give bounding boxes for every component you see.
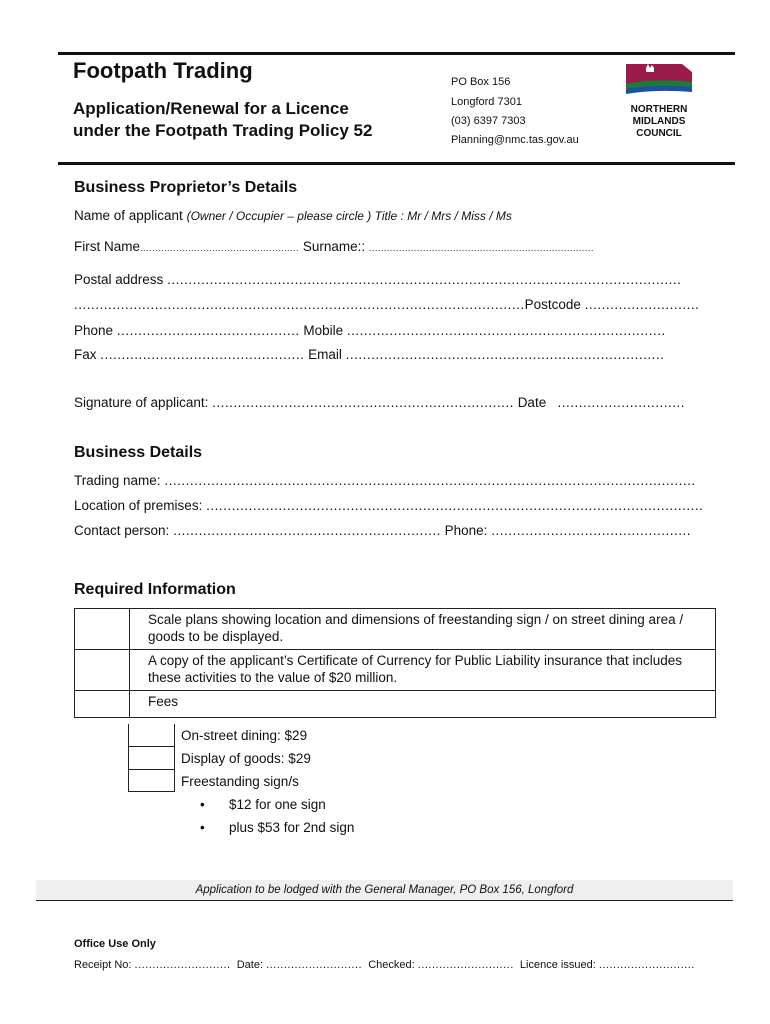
contact-email[interactable]: Planning@nmc.tas.gov.au [451, 134, 579, 146]
postcode-row[interactable]: ..........................................................................................................Postcode ........................... [74, 297, 700, 312]
on-street-dining-checkbox[interactable] [128, 724, 174, 746]
bullet-icon: • [200, 820, 205, 835]
subtitle-line-1: Application/Renewal for a Licence [73, 99, 349, 118]
required-table [74, 608, 716, 718]
name-row[interactable]: First Name..................................................... Surname:: ........................................................................... [74, 239, 594, 254]
phone-mobile-row[interactable]: Phone ........................................... Mobile ........................................................................... [74, 323, 666, 338]
table-row [75, 691, 716, 718]
table-row [75, 650, 716, 691]
header-bottom-rule [58, 162, 735, 165]
signature-row[interactable]: Signature of applicant: ....................................................................... Date .............................. [74, 395, 686, 410]
required-item: Fees [130, 691, 716, 718]
contact-phone: (03) 6397 7303 [451, 115, 526, 127]
top-rule [58, 52, 735, 55]
council-logo-text: NORTHERN MIDLANDS COUNCIL [630, 104, 688, 139]
subtitle-line-2: under the Footpath Trading Policy 52 [73, 121, 373, 140]
fee-display-goods: Display of goods: $29 [181, 751, 311, 766]
table-row [75, 609, 716, 650]
fee-on-street-dining: On-street dining: $29 [181, 728, 308, 743]
contact-person-row[interactable]: Contact person: ............................................................... Phone: ............................................... [74, 523, 691, 538]
fee-second-sign: plus $53 for 2nd sign [229, 820, 355, 835]
office-use-row[interactable]: Receipt No: ........................... Date: ........................... Checked: ........................... Licence issued: ........................... [74, 959, 695, 971]
trading-name-row[interactable]: Trading name: ............................................................................................................................. [74, 473, 696, 488]
freestanding-sign-checkbox[interactable] [128, 770, 174, 791]
fees-checkbox[interactable] [75, 691, 130, 718]
fee-divider [128, 791, 174, 792]
lodge-note: Application to be lodged with the General Manager, PO Box 156, Longford [36, 880, 733, 901]
location-row[interactable]: Location of premises: ..................................................................................................................... [74, 498, 704, 513]
required-item: A copy of the applicant’s Certificate of Currency for Public Liability insurance that includes these activities to the value of $20 million. [130, 650, 716, 691]
fee-one-sign: $12 for one sign [229, 797, 326, 812]
council-logo-icon [622, 60, 694, 100]
name-of-applicant-row: Name of applicant (Owner / Occupier – please circle ) Title : Mr / Mrs / Miss / Ms [74, 208, 512, 223]
required-heading: Required Information [74, 581, 236, 598]
fee-box-right-edge [174, 724, 175, 792]
postal-address-row[interactable]: Postal address ......................................................................................................................... [74, 272, 682, 287]
office-use-heading: Office Use Only [74, 938, 156, 950]
contact-town: Longford 7301 [451, 96, 522, 108]
contact-po-box: PO Box 156 [451, 76, 511, 88]
bullet-icon: • [200, 797, 205, 812]
fee-freestanding-sign: Freestanding sign/s [181, 774, 299, 789]
display-goods-checkbox[interactable] [128, 747, 174, 769]
fax-email-row[interactable]: Fax ................................................ Email ........................................................................... [74, 347, 665, 362]
scale-plans-checkbox[interactable] [75, 609, 130, 650]
page-subtitle [73, 98, 433, 142]
proprietor-heading: Business Proprietor’s Details [74, 179, 298, 196]
business-heading: Business Details [74, 444, 203, 461]
required-item: Scale plans showing location and dimensions of freestanding sign / on street dining area / goods to be displayed. [130, 609, 716, 650]
page-title: Footpath Trading [73, 58, 253, 83]
certificate-checkbox[interactable] [75, 650, 130, 691]
